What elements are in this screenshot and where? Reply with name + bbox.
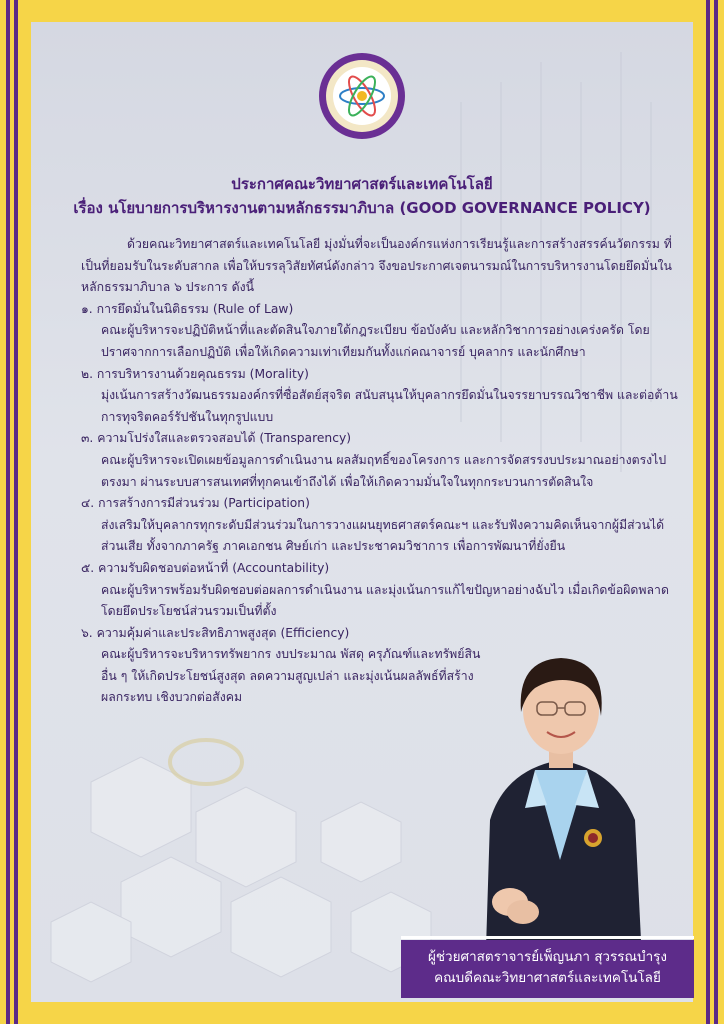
left-border-stripe xyxy=(14,0,18,1024)
right-border-stripe xyxy=(706,0,710,1024)
policy-item-text: คณะผู้บริหารพร้อมรับผิดชอบต่อผลการดำเนินงาน และมุ่งเน้นการแก้ไขปัญหาอย่างฉับไว เมื่อเกิดข้อผิดพลาด โดยยึดประโยชน์ส่วนรวมเป็นที่ตั้ง xyxy=(101,582,669,619)
announcement-subject: เรื่อง นโยบายการบริหารงานตามหลักธรรมาภิบาล (GOOD GOVERNANCE POLICY) xyxy=(73,199,651,217)
policy-item-text: คณะผู้บริหารจะปฏิบัติหน้าที่และตัดสินใจภายใต้กฎระเบียบ ข้อบังคับ และหลักวิชาการอย่างเคร่งครัด โดยปราศจากการเลือกปฏิบัติ เพื่อให้เกิดความเท่าเทียมกันทั้งแก่คณาจารย์ บุคลากร และนักศึกษา xyxy=(101,323,650,359)
announcement-title: ประกาศคณะวิทยาศาสตร์และเทคโนโลยี xyxy=(231,175,493,193)
dean-portrait xyxy=(465,630,660,980)
policy-item-text: มุ่งเน้นการสร้างวัฒนธรรมองค์กรที่ซื่อสัตย์สุจริต สนับสนุนให้บุคลากรยึดมั่นในจรรยาบรรณวิชาชีพ และต่อต้านการทุจริตคอร์รัปชันในทุกรูปแบบ xyxy=(101,388,678,424)
university-science-logo-icon xyxy=(318,52,406,140)
dean-position: คณบดีคณะวิทยาศาสตร์และเทคโนโลยี xyxy=(434,970,661,986)
policy-item-text: คณะผู้บริหารจะบริหารทรัพยากร งบประมาณ พัสดุ ครุภัณฑ์และทรัพย์สินอื่น ๆ ให้เกิดประโยชน์สูงสุด ลดความสูญเปล่า และมุ่งเน้นผลลัพธ์ที่สร้างผลกระทบ เชิงบวกต่อสังคม xyxy=(101,647,481,705)
intro-paragraph: ด้วยคณะวิทยาศาสตร์และเทคโนโลยี มุ่งมั่นที่จะเป็นองค์กรแห่งการเรียนรู้และการสร้างสรรค์นวัตกรรม ที่เป็นที่ยอมรับในระดับสากล เพื่อให้บรรลุวิสัยทัศน์ดังกล่าว จึงขอประกาศเจตนารมณ์ในการบริหารงานโดยยึดมั่นใน หลักธรรมาภิบาล ๖ ประการ ดังนี้ xyxy=(81,237,672,295)
right-border-stripe xyxy=(714,0,718,1024)
signature-caption xyxy=(401,940,694,998)
policy-item-text: คณะผู้บริหารจะเปิดเผยข้อมูลการดำเนินงาน ผลสัมฤทธิ์ของโครงการ และการจัดสรรงบประมาณอย่างตรงไปตรงมา ผ่านระบบสารสนเทศที่ทุกคนเข้าถึงได้ เพื่อให้เกิดความมั่นใจในทุกกระบวนการตัดสินใจ xyxy=(101,452,667,489)
policy-item-heading: ๑. การยึดมั่นในนิติธรรม (Rule of Law) xyxy=(81,301,294,316)
policy-item-heading: ๕. ความรับผิดชอบต่อหน้าที่ (Accountability) xyxy=(81,560,330,575)
policy-item-heading: ๔. การสร้างการมีส่วนร่วม (Participation) xyxy=(81,496,310,511)
dean-name: ผู้ช่วยศาสตราจารย์เพ็ญนภา สุวรรณบำรุง xyxy=(427,949,668,965)
caption-divider xyxy=(401,936,694,939)
policy-item-heading: ๓. ความโปร่งใสและตรวจสอบได้ (Transparency) xyxy=(81,431,352,446)
policy-item-heading: ๖. ความคุ้มค่าและประสิทธิภาพสูงสุด (Efficiency) xyxy=(81,625,350,640)
policy-item-heading: ๒. การบริหารงานด้วยคุณธรรม (Morality) xyxy=(81,366,309,381)
policy-item-text: ส่งเสริมให้บุคลากรทุกระดับมีส่วนร่วมในการวางแผนยุทธศาสตร์คณะฯ และรับฟังความคิดเห็นจากผู้มีส่วนได้ส่วนเสีย ทั้งจากภาครัฐ ภาคเอกชน ศิษย์เก่า และประชาคมวิชาการ เพื่อการพัฒนาที่ยั่งยืน xyxy=(101,517,665,554)
left-border-stripe xyxy=(6,0,10,1024)
